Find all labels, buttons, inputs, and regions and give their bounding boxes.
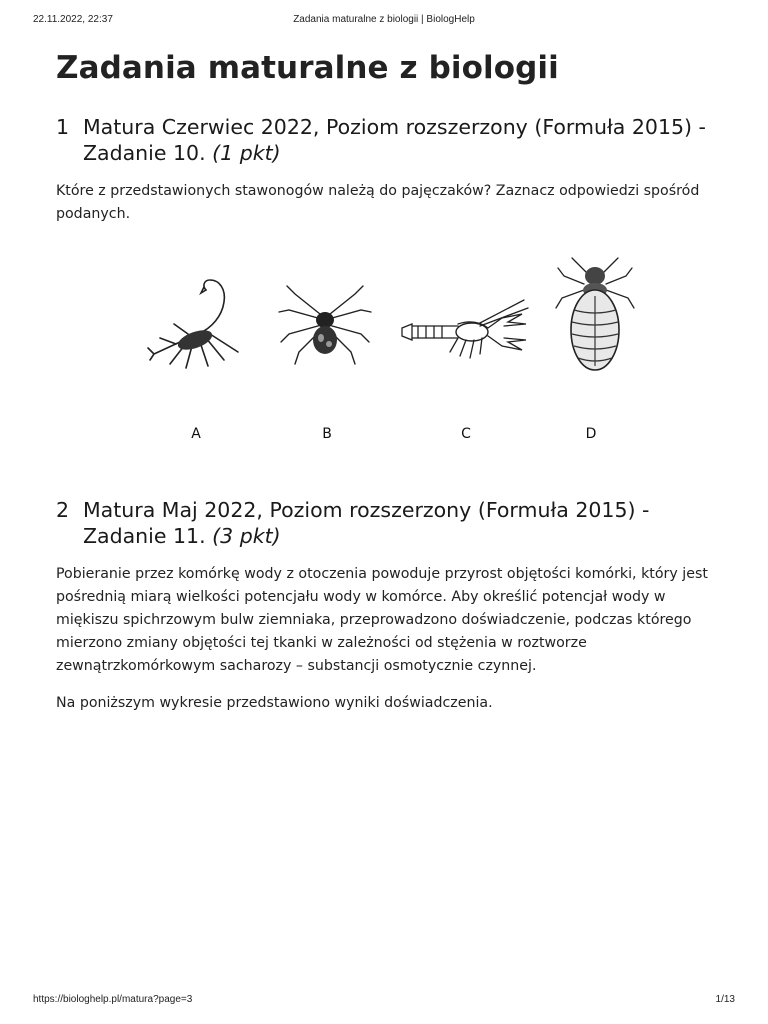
task-title: Matura Czerwiec 2022, Poziom rozszerzony (Formuła 2015) - Zadanie 10. <box>83 115 706 165</box>
figure-label-b: B <box>322 426 332 442</box>
spider-image <box>275 282 375 372</box>
figure-label-a: A <box>191 426 201 442</box>
task-description: Które z przedstawionych stawonogów należą do pajęczaków? Zaznacz odpowiedzi spośród podanych. <box>56 183 700 222</box>
print-page-title: Zadania maturalne z biologii | BiologHelp <box>293 14 475 25</box>
task-title: Matura Maj 2022, Poziom rozszerzony (Formuła 2015) - Zadanie 11. <box>83 498 650 548</box>
task-paragraph: Pobieranie przez komórkę wody z otoczenia powoduje przyrost objętości komórki, który jest pośrednią miarą wielkości potencjału wody w komórce. Aby określić potencjał wody w miękiszu spichrzowym bulw ziemniaka, przeprowadzono doświadczenie, podczas którego mierzono zmiany objętości tej tkanki w zależności od stężenia w roztworze zewnątrzkomórkowym sacharozy – substancji osmotycznie czynnej. <box>56 566 708 674</box>
task-heading <box>56 114 716 166</box>
task-number: 2 <box>56 498 70 522</box>
scorpion-image <box>140 272 250 372</box>
task-points: (3 pkt) <box>212 524 281 548</box>
task-1 <box>56 114 716 236</box>
crayfish-image <box>398 294 533 374</box>
louse-image <box>550 254 640 380</box>
task-points: (1 pkt) <box>212 141 281 165</box>
task-number: 1 <box>56 115 70 139</box>
print-url: https://biologhelp.pl/matura?page=3 <box>33 994 193 1005</box>
task-2 <box>56 497 716 725</box>
page-title: Zadania maturalne z biologii <box>56 50 559 86</box>
print-datetime: 22.11.2022, 22:37 <box>33 14 113 25</box>
arthropods-figure <box>130 254 650 454</box>
task-paragraph: Na poniższym wykresie przedstawiono wyniki doświadczenia. <box>56 695 493 711</box>
print-footer <box>0 994 768 1008</box>
print-header <box>0 14 768 28</box>
figure-label-c: C <box>461 426 471 442</box>
print-page-number: 1/13 <box>715 994 735 1005</box>
figure-label-d: D <box>585 426 597 442</box>
task-heading <box>56 497 716 549</box>
